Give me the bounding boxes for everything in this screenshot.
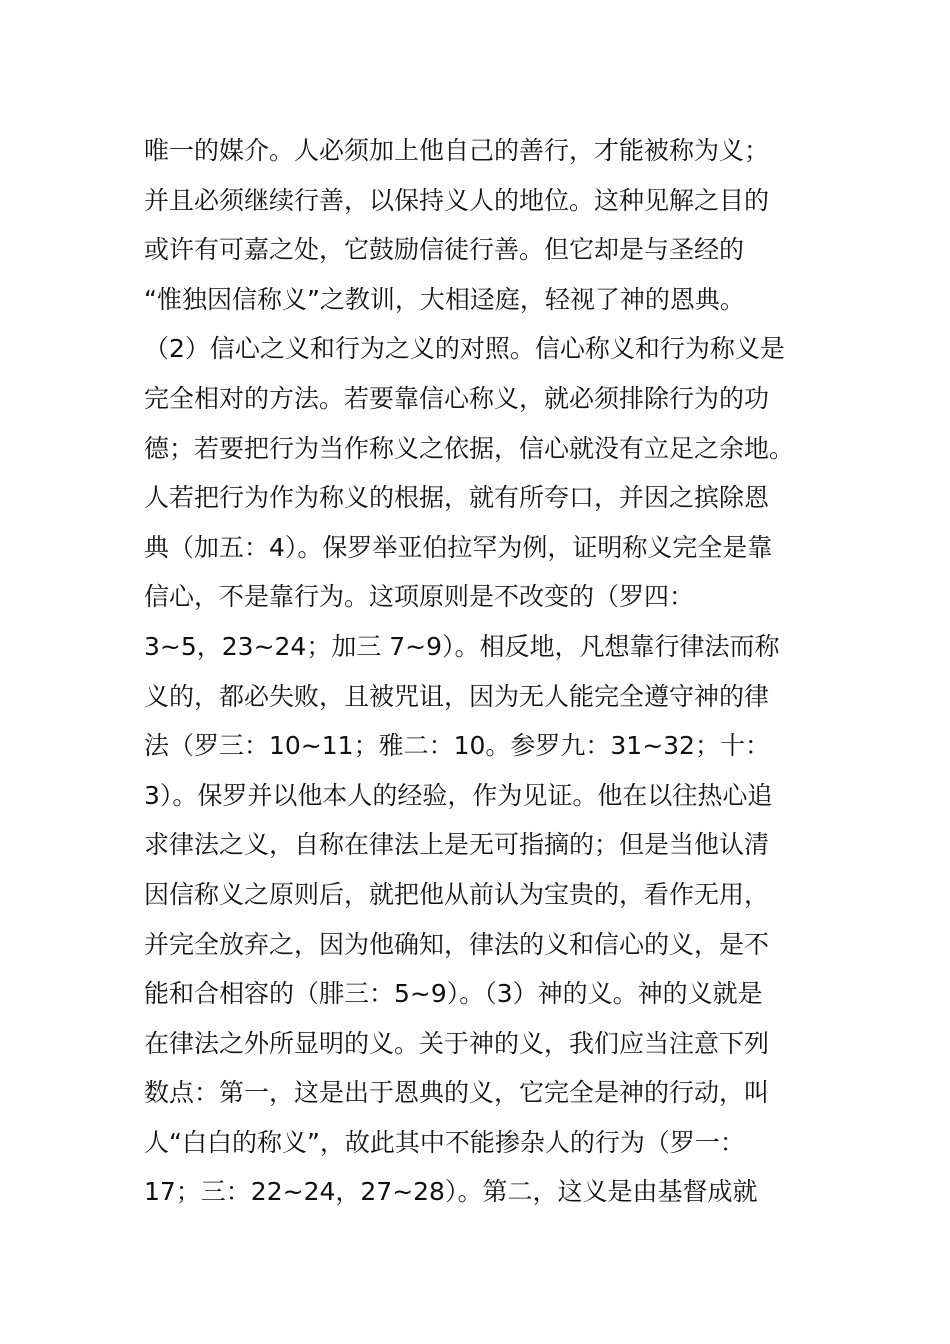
text-line: 3）。保罗并以他本人的经验，作为见证。他在以往热心追 xyxy=(144,780,773,810)
text-line: 在律法之外所显明的义。关于神的义，我们应当注意下列 xyxy=(144,1028,770,1058)
text-line: 求律法之义，自称在律法上是无可指摘的；但是当他认清 xyxy=(144,830,770,860)
text-line: 能和合相容的（腓三：5~9）。（3）神的义。神的义就是 xyxy=(144,979,763,1009)
text-line: 数点：第一，这是出于恩典的义，它完全是神的行动，叫 xyxy=(144,1078,770,1108)
text-line: 因信称义之原则后，就把他从前认为宝贵的，看作无用， xyxy=(144,879,770,909)
text-line: 唯一的媒介。人必须加上他自己的善行，才能被称为义； xyxy=(144,136,770,165)
text-line: 3~5，23~24；加三 7~9）。相反地，凡想靠行律法而称 xyxy=(144,631,780,661)
text-line: 法（罗三：10~11；雅二：10。参罗九：31~32；十： xyxy=(144,731,770,761)
text-line: 义的，都必失败，且被咒诅，因为无人能完全遵守神的律 xyxy=(144,681,770,711)
text-line: 典（加五：4）。保罗举亚伯拉罕为例，证明称义完全是靠 xyxy=(144,532,773,562)
text-line: 并且必须继续行善，以保持义人的地位。这种见解之目的 xyxy=(144,185,770,215)
text-line: 或许有可嘉之处，它鼓励信徒行善。但它却是与圣经的 xyxy=(144,235,745,265)
text-line: 人“白白的称义”，故此其中不能掺杂人的行为（罗一： xyxy=(144,1127,745,1157)
text-line: （2）信心之义和行为之义的对照。信心称义和行为称义是 xyxy=(144,334,785,364)
text-line: 人若把行为作为称义的根据，就有所夸口，并因之摈除恩 xyxy=(144,483,770,513)
text-line: 17；三：22~24，27~28）。第二，这义是由基督成就 xyxy=(144,1177,758,1207)
body-text xyxy=(144,126,824,1217)
text-line: “惟独因信称义”之教训，大相迳庭，轻视了神的恩典。 xyxy=(144,284,745,314)
text-line: 德；若要把行为当作称义之依据，信心就没有立足之余地。 xyxy=(144,433,795,463)
text-line: 信心，不是靠行为。这项原则是不改变的（罗四： xyxy=(144,582,695,612)
text-line: 并完全放弃之，因为他确知，律法的义和信心的义，是不 xyxy=(144,929,770,959)
text-line: 完全相对的方法。若要靠信心称义，就必须排除行为的功 xyxy=(144,383,770,413)
